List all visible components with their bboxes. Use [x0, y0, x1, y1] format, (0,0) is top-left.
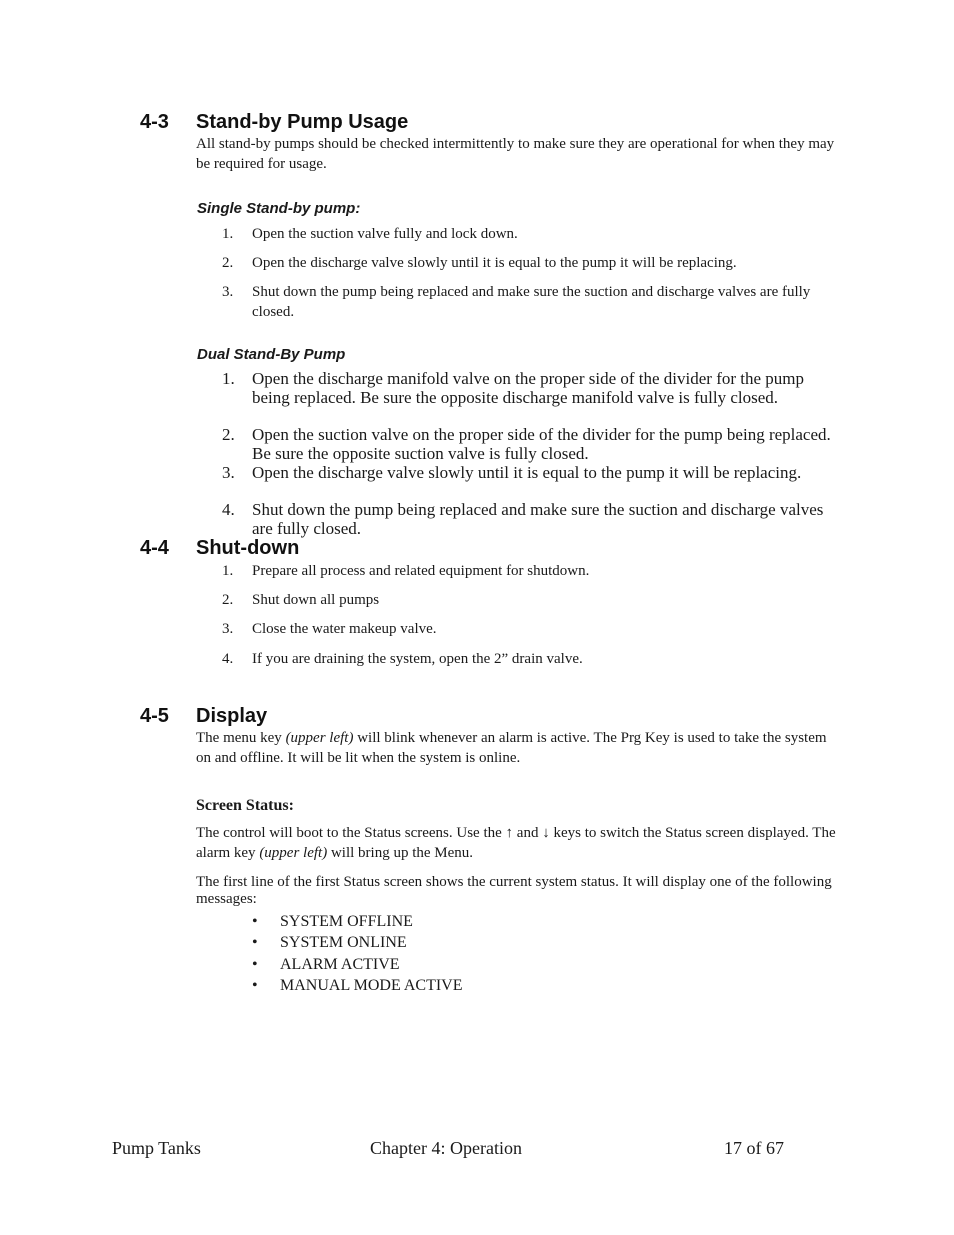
list-number: 2. [222, 425, 235, 444]
list-text: Close the water makeup valve. [252, 621, 437, 637]
text-run: The control will boot to the Status screens. Use the [196, 825, 506, 841]
list-item [222, 253, 834, 273]
bullet-icon: • [252, 934, 258, 951]
message-text: MANUAL MODE ACTIVE [280, 977, 463, 994]
list-number: 4. [222, 651, 234, 667]
list-item [222, 619, 834, 639]
section-heading-4-5 [140, 704, 267, 728]
list-text: Open the suction valve on the proper side of the divider for the pump being replaced. Be sure the opposite suction valve is fully closed. [252, 425, 831, 463]
list-number: 4. [222, 500, 235, 519]
list-item [222, 282, 834, 322]
first-line-paragraph: The first line of the first Status screen shows the current system status. It will display one of the following messages: [196, 874, 832, 907]
bullet-item [252, 912, 413, 932]
section-intro: All stand-by pumps should be checked intermittently to make sure they are operational for when they may be required for usage. [196, 136, 835, 172]
list-text: Shut down the pump being replaced and make sure the suction and discharge valves are fully closed. [252, 284, 811, 320]
list-text: If you are draining the system, open the 2” drain valve. [252, 651, 583, 667]
bullet-icon: • [252, 977, 258, 994]
bullet-item [252, 976, 463, 996]
list-text: Shut down all pumps [252, 592, 380, 608]
italic-text: (upper left) [285, 730, 354, 746]
list-item [222, 224, 834, 244]
bullet-item [252, 933, 407, 953]
italic-text: (upper left) [259, 845, 328, 861]
bullet-icon: • [252, 956, 258, 973]
footer-page-number: 17 of 67 [724, 1138, 784, 1158]
section-heading-4-4 [140, 536, 299, 560]
subheading-dual-standby: Dual Stand-By Pump [197, 346, 346, 363]
list-number: 3. [222, 284, 234, 300]
message-text: SYSTEM ONLINE [280, 934, 407, 951]
section-title: Stand-by Pump Usage [196, 111, 409, 133]
list-number: 2. [222, 255, 234, 271]
status-paragraph [196, 823, 836, 863]
text-run: will bring up the Menu. [327, 845, 474, 861]
section-number: 4-4 [140, 537, 169, 559]
list-text: Shut down the pump being replaced and make sure the suction and discharge valves are fully closed. [252, 500, 824, 538]
text-run: keys to switch the Status screen displayed. The alarm key [196, 825, 836, 861]
footer-center: Chapter 4: Operation [370, 1138, 522, 1158]
list-item [222, 369, 834, 407]
list-number: 1. [222, 369, 235, 388]
list-text: Open the discharge manifold valve on the proper side of the divider for the pump being replaced. Be sure the opposite discharge manifold valve is fully closed. [252, 369, 805, 407]
text-run: will blink whenever an alarm is active. The Prg Key is used to take the system on and offline. It will be lit when the system is online. [196, 730, 827, 766]
list-item [222, 425, 834, 463]
bullet-item [252, 955, 400, 975]
list-number: 2. [222, 592, 234, 608]
section-title: Shut-down [196, 537, 300, 559]
section-title: Display [196, 705, 268, 727]
list-number: 1. [222, 563, 234, 579]
subheading-screen-status: Screen Status: [196, 797, 294, 814]
bullet-icon: • [252, 913, 258, 930]
list-number: 1. [222, 226, 234, 242]
message-text: SYSTEM OFFLINE [280, 913, 413, 930]
list-item [222, 463, 834, 482]
section-heading-4-3 [140, 110, 408, 134]
list-number: 3. [222, 463, 235, 482]
list-text: Open the discharge valve slowly until it is equal to the pump it will be replacing. [252, 463, 802, 482]
message-text: ALARM ACTIVE [280, 956, 400, 973]
text-run: and [513, 825, 543, 841]
up-arrow-icon: ↑ [505, 825, 514, 841]
list-item [222, 561, 834, 581]
list-item [222, 500, 834, 538]
footer-left: Pump Tanks [112, 1138, 201, 1158]
list-item [222, 649, 834, 669]
list-text: Prepare all process and related equipment for shutdown. [252, 563, 590, 579]
list-number: 3. [222, 621, 234, 637]
section-number: 4-3 [140, 111, 169, 133]
section-number: 4-5 [140, 705, 169, 727]
text-run: The menu key [196, 730, 286, 746]
subheading-single-standby: Single Stand-by pump: [197, 200, 361, 217]
list-text: Open the discharge valve slowly until it is equal to the pump it will be replacing. [252, 255, 737, 271]
list-text: Open the suction valve fully and lock down. [252, 226, 518, 242]
display-intro [196, 728, 836, 768]
list-item [222, 590, 834, 610]
down-arrow-icon: ↓ [542, 825, 550, 841]
